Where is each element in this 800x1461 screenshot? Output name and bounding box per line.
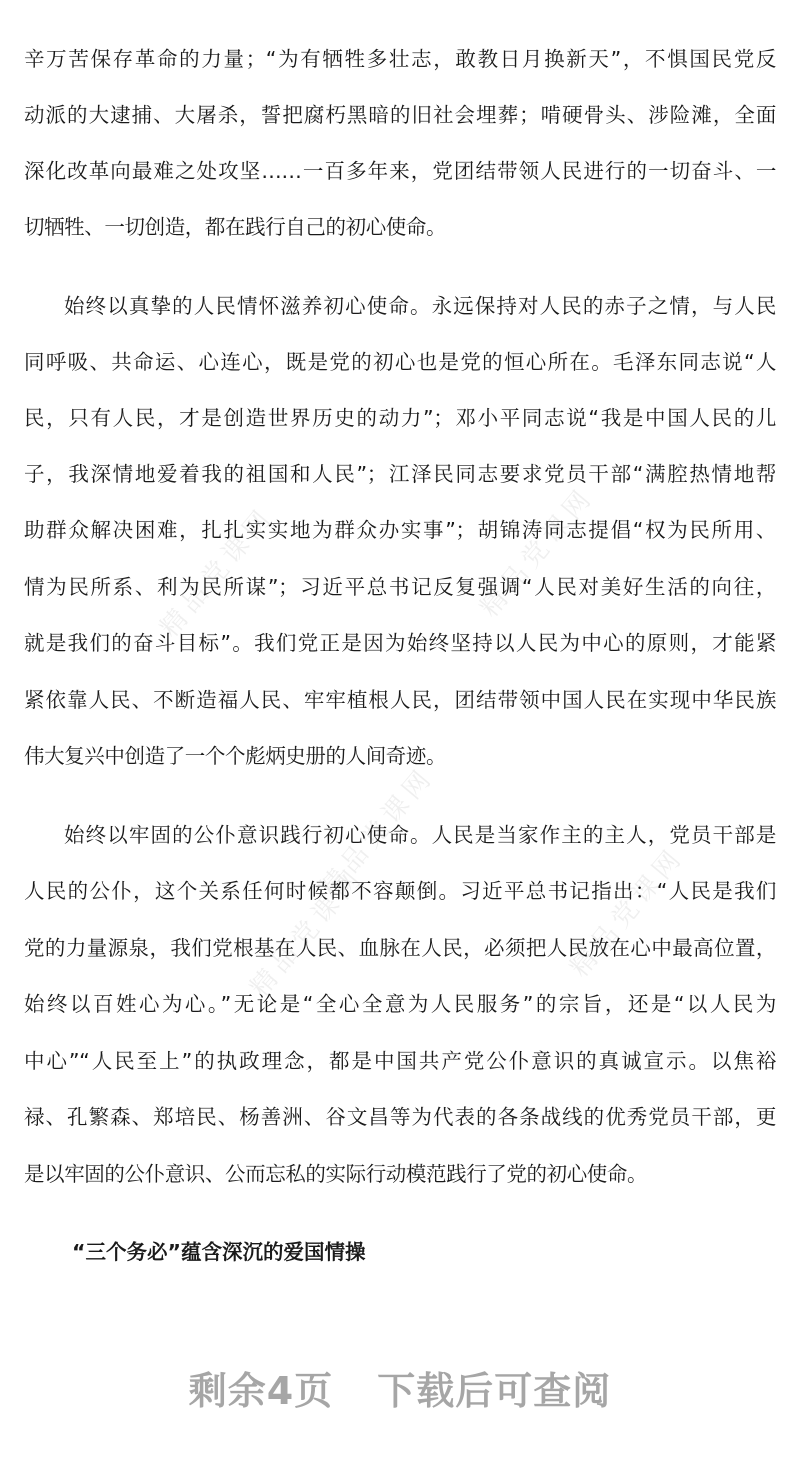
watermark: 精品党课网	[154, 501, 281, 644]
text-line: 切牺牲、一切创造，都在践行自己的初心使命。	[24, 215, 447, 239]
text-line: 同呼吸、共命运、心连心，既是党的初心也是党的恒心所在。毛泽东同志说“人	[24, 350, 776, 374]
watermark: 精品党课网	[314, 761, 441, 904]
text-line: 始终以牢固的公仆意识践行初心使命。人民是当家作主的主人，党员干部是	[64, 823, 776, 847]
text-line: 是以牢固的公仆意识、公而忘私的实际行动模范践行了党的初心使命。	[24, 1162, 648, 1186]
text-line: 子，我深情地爱着我的祖国和人民”；江泽民同志要求党员干部“满腔热情地帮	[24, 462, 776, 486]
text-line: 始终以真挚的人民情怀滋养初心使命。永远保持对人民的赤子之情，与人民	[64, 294, 776, 318]
watermark: 精品党课网	[244, 861, 371, 1004]
download-to-view-link[interactable]: 下载后可查阅	[377, 1369, 612, 1413]
text-line: 禄、孔繁森、郑培民、杨善洲、谷文昌等为代表的各条战线的优秀党员干部，更	[24, 1105, 776, 1129]
text-line: 辛万苦保存革命的力量；“为有牺牲多壮志，敢教日月换新天”，不惧国民党反	[24, 47, 776, 71]
text-line: 中心”“人民至上”的执政理念，都是中国共产党公仆意识的真诚宣示。以焦裕	[24, 1049, 776, 1073]
text-line: 紧依靠人民、不断造福人民、牢牢植根人民，团结带领中国人民在实现中华民族	[24, 688, 776, 712]
watermark: 精品党课网	[474, 481, 601, 624]
text-line: 伟大复兴中创造了一个个彪炳史册的人间奇迹。	[24, 744, 447, 768]
text-line: 助群众解决困难，扎扎实实地为群众办实事”；胡锦涛同志提倡“权为民所用、	[24, 518, 776, 542]
text-line: 人民的公仆，这个关系任何时候都不容颠倒。习近平总书记指出：“人民是我们	[24, 879, 776, 903]
text-line: 深化改革向最难之处攻坚……一百多年来，党团结带领人民进行的一切奋斗、一	[24, 159, 776, 183]
text-line: 情为民所系、利为民所谋”；习近平总书记反复强调“人民对美好生活的向往，	[24, 575, 776, 599]
text-line: 民，只有人民，才是创造世界历史的动力”；邓小平同志说“我是中国人民的儿	[24, 406, 776, 430]
remaining-pages-notice[interactable]	[0, 1360, 800, 1415]
remaining-pages-count: 剩余4页	[188, 1369, 334, 1413]
text-line: 党的力量源泉，我们党根基在人民、血脉在人民，必须把人民放在心中最高位置，	[24, 936, 776, 960]
text-line: 就是我们的奋斗目标”。我们党正是因为始终坚持以人民为中心的原则，才能紧	[24, 631, 776, 655]
watermark: 精品党课网	[564, 841, 691, 984]
text-line: 始终以百姓心为心。”无论是“全心全意为人民服务”的宗旨，还是“以人民为	[24, 992, 776, 1016]
section-heading: “三个务必”蕴含深沉的爱国情操	[72, 1240, 366, 1264]
text-line: 动派的大逮捕、大屠杀，誓把腐朽黑暗的旧社会埋葬；啃硬骨头、涉险滩，全面	[24, 103, 776, 127]
